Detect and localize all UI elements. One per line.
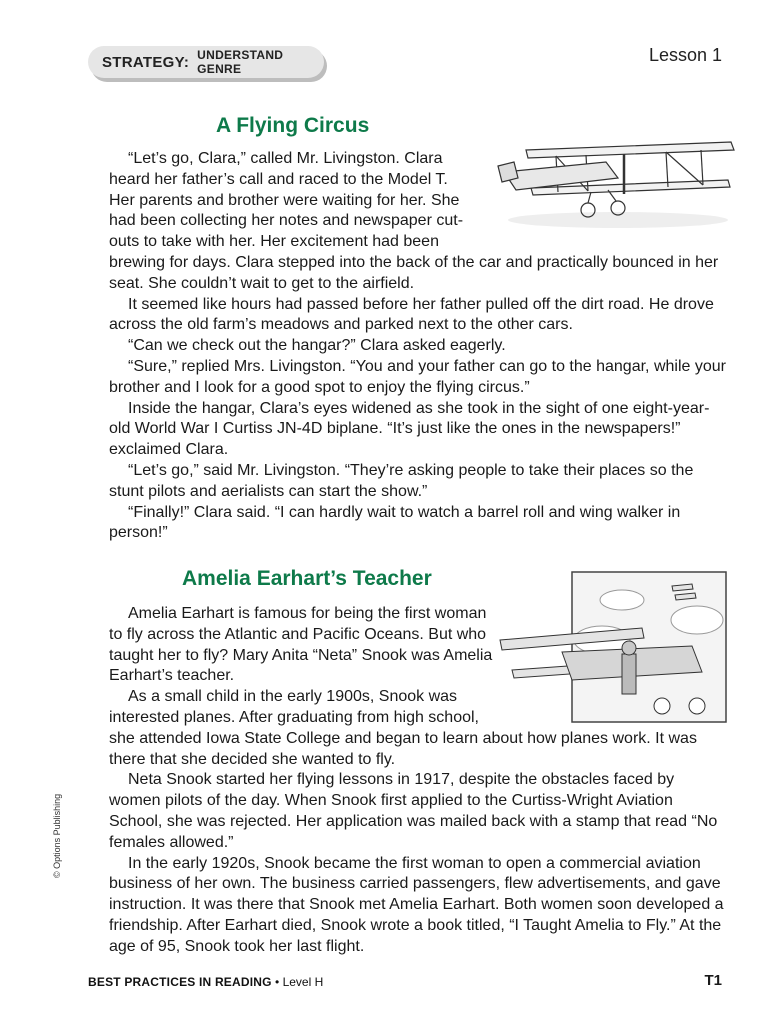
footer-series: [88, 975, 323, 989]
story1-paragraph: Inside the hangar, Clara’s eyes widened as she took in the sight of one eight-year-old World War I Curtiss JN-4D biplane. “It’s just like the ones in the newspapers!” exclaimed Clara.: [109, 399, 710, 459]
story2-paragraph: Amelia Earhart is famous for being the first woman to fly across the Atlantic and Pacific Oceans. But who taught her to fly? Mary Anita “Neta” Snook was Amelia Earhart’s teacher.: [109, 605, 493, 685]
page-number: T1: [704, 972, 722, 989]
story1-body: [109, 149, 729, 544]
story2-paragraph: As a small child in the early 1900s, Snook was interested planes. After graduating from high school, she attended Iowa State College and began to learn about how planes work. It was there that she decided she wanted to fly.: [109, 688, 697, 768]
lesson-number: Lesson 1: [648, 45, 722, 65]
bullet-separator: •: [275, 975, 280, 989]
story1-paragraph: “Let’s go, Clara,” called Mr. Livingston. Clara heard her father’s call and raced to the Model T. Her parents and brother were waiting for her. She had been collecting her notes and newspaper cut-outs to take with her. Her excitement had been brewing for days. Clara stepped into the back of the car and practically bounced in her seat. She couldn’t wait to get to the airfield.: [109, 150, 719, 292]
story1-paragraph: “Let’s go,” said Mr. Livingston. “They’re asking people to take their places so the stunt pilots and aerialists can start the show.”: [109, 461, 694, 500]
strategy-banner: [88, 46, 324, 78]
story2-paragraph: Neta Snook started her flying lessons in 1917, despite the obstacles faced by women pilots of the day. When Snook first applied to the Curtiss-Wright Aviation School, she was rejected. Her application was mailed back with a stamp that read “No females allowed.”: [109, 771, 718, 851]
story2-paragraph: In the early 1920s, Snook became the first woman to open a commercial aviation business of her own. The business carried passengers, flew advertisements, and gave instruction. It was there that Snook met Amelia Earhart. Both women soon developed a friendship. After Earhart died, Snook wrote a book titled, “I Taught Amelia to Fly.” At the age of 95, Snook took her last flight.: [109, 854, 724, 955]
story1-paragraph: “Sure,” replied Mrs. Livingston. “You and your father can go to the hangar, while your brother and I look for a good spot to enjoy the flying circus.”: [109, 357, 726, 396]
story1-paragraph: “Can we check out the hangar?” Clara asked eagerly.: [128, 337, 506, 355]
story2-body: [109, 604, 729, 958]
story-title-earhart-teacher: Amelia Earhart’s Teacher: [182, 567, 432, 590]
story1-paragraph: It seemed like hours had passed before her father pulled off the dirt road. He drove across the old farm’s meadows and parked next to the other cars.: [109, 295, 714, 334]
strategy-value: UNDERSTAND GENRE: [197, 48, 284, 76]
story-title-flying-circus: A Flying Circus: [216, 114, 370, 137]
level-label: Level H: [282, 975, 324, 989]
story1-paragraph: “Finally!” Clara said. “I can hardly wait to watch a barrel roll and wing walker in person!”: [109, 503, 681, 542]
copyright-notice: © Options Publishing: [52, 793, 62, 878]
strategy-label: STRATEGY:: [102, 53, 190, 71]
series-title: BEST PRACTICES IN READING: [88, 975, 272, 989]
